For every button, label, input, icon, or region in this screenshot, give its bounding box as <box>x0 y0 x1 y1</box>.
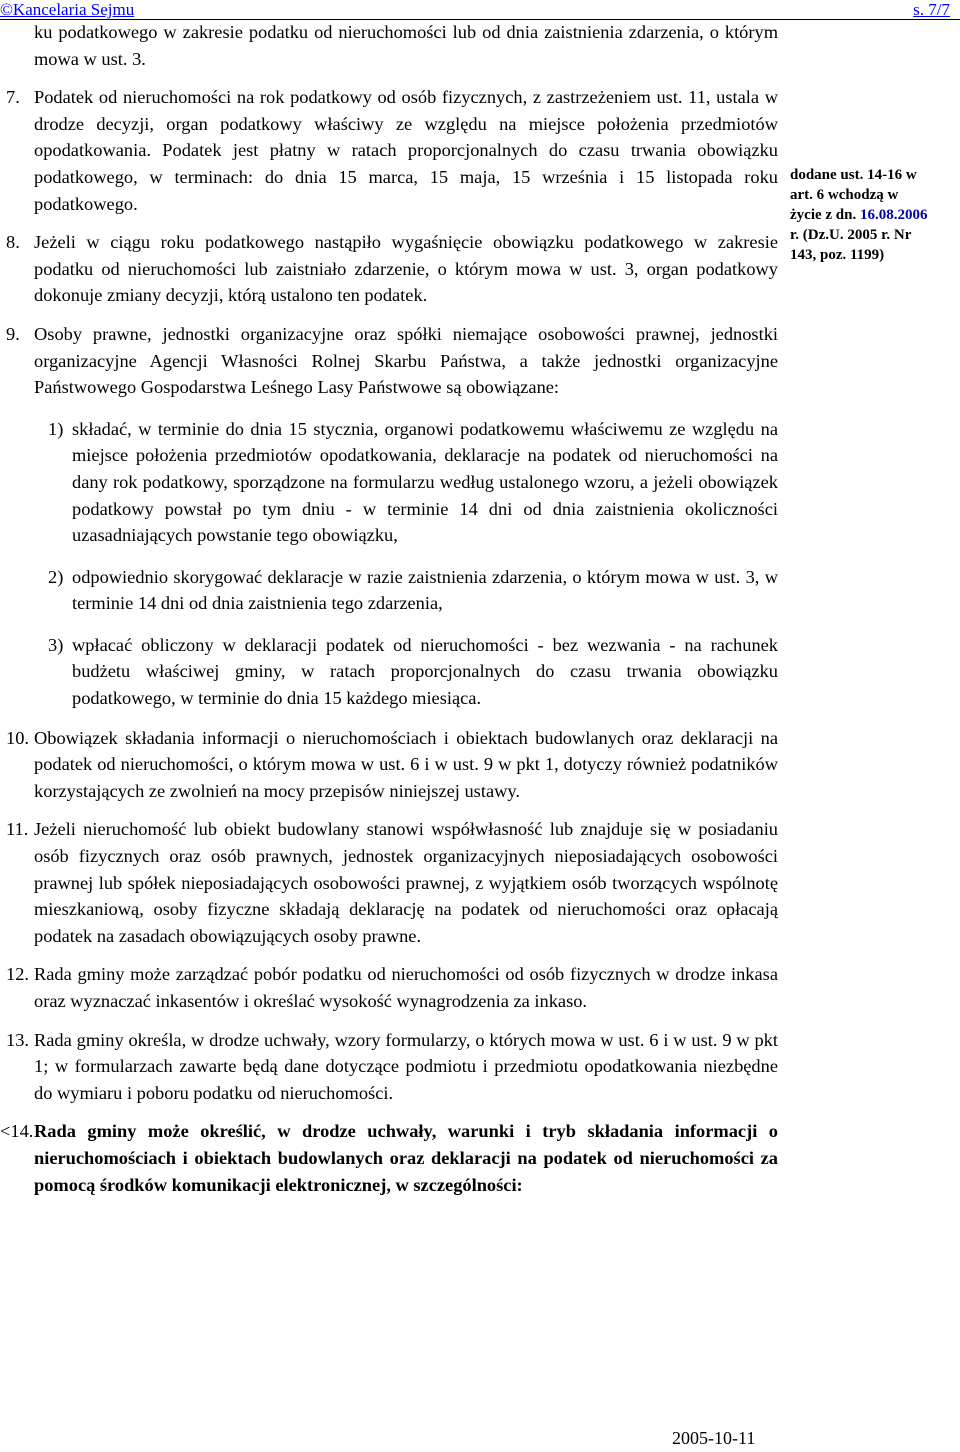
paragraph-8 <box>6 229 778 309</box>
document-body <box>0 19 778 1198</box>
list-item-label: 3) <box>48 634 64 655</box>
paragraph-number: 12. <box>6 964 29 985</box>
paragraph-12 <box>6 961 778 1014</box>
list-item <box>34 632 778 712</box>
paragraph-number: 13. <box>6 1029 29 1050</box>
paragraph-9 <box>6 321 778 401</box>
paragraph-11 <box>6 816 778 949</box>
paragraph-text: Jeżeli nieruchomość lub obiekt budowlany stanowi współwłasność lub znajduje się w posiadaniu osób fizycznych oraz osób prawnych, jednostek organizacyjnych nieposiadających osobowości prawnej lub spółek nieposiadających osobowości prawnej, z wyjątkiem osób tworzących wspólnotę mieszkaniową, osoby fizyczne składają deklarację na podatek od nieruchomości oraz opłacają podatek na zasadach obowiązujących osoby prawne. <box>34 819 778 946</box>
margin-note <box>790 165 960 265</box>
list-item <box>34 564 778 617</box>
paragraph-intro: ku podatkowego w zakresie podatku od nieruchomości lub od dnia zaistnienia zdarzenia, o którym mowa w ust. 3. <box>34 22 778 69</box>
paragraph-number: 7. <box>6 87 20 108</box>
paragraph-text: Obowiązek składania informacji o nieruchomościach i obiektach budowlanych oraz deklaracji na podatek od nieruchomości, o którym mowa w ust. 6 i w ust. 9 w pkt 1, dotyczy również podatników korzystających ze zwolnień na mocy przepisów niniejszej ustawy. <box>34 727 778 801</box>
paragraph-14 <box>0 1118 778 1198</box>
paragraph-number: <14. <box>0 1121 34 1142</box>
paragraph-text: Rada gminy może zarządzać pobór podatku od nieruchomości od osób fizycznych w drodze inkasa oraz wyznaczać inkasentów i określać wysokość wynagrodzenia za inkaso. <box>34 964 778 1011</box>
margin-note-line: 143, poz. 1199) <box>790 247 885 263</box>
page-number-link[interactable]: s. 7/7 <box>913 0 950 19</box>
paragraph-7 <box>6 84 778 217</box>
paragraph-text: Podatek od nieruchomości na rok podatkowy od osób fizycznych, z zastrzeżeniem ust. 11, ustala w drodze decyzji, organ podatkowy właściwy ze względu na miejsce położenia przedmiotów opodatkowania. Podatek jest płatny w ratach proporcjonalnych do czasu trwania obowiązku podatkowego, w terminach: do dnia 15 marca, 15 maja, 15 września i 15 listopada roku podatkowego. <box>34 87 778 214</box>
paragraph-number: 9. <box>6 323 20 344</box>
paragraph-10 <box>6 725 778 805</box>
paragraph-text: Rada gminy może określić, w drodze uchwały, warunki i tryb składania informacji o nieruchomościach i obiektach budowlanych oraz deklaracji na podatek od nieruchomości za pomocą środków komunikacji elektronicznej, w szczególności: <box>34 1121 778 1195</box>
paragraph-text: Jeżeli w ciągu roku podatkowego nastąpiło wygaśnięcie obowiązku podatkowego w zakresie podatku od nieruchomości lub zaistniało zdarzenie, o którym mowa w ust. 3, organ podatkowy dokonuje zmiany decyzji, którą ustalono ten podatek. <box>34 232 778 306</box>
obligations-list <box>34 416 778 712</box>
list-item <box>34 416 778 549</box>
margin-note-line <box>790 205 960 225</box>
list-item-label: 1) <box>48 418 64 439</box>
list-item-text: wpłacać obliczony w deklaracji podatek od nieruchomości - bez wezwania - na rachunek budżetu właściwej gminy, w ratach proporcjonalnych do czasu trwania obowiązku podatkowego, w terminie do dnia 15 każdego miesiąca. <box>72 634 778 709</box>
effective-date-highlight: 16.08.2006 <box>859 207 928 223</box>
list-item-text: składać, w terminie do dnia 15 stycznia, organowi podatkowemu właściwemu ze względu na miejsce położenia przedmiotów opodatkowania, deklaracje na podatek od nieruchomości na dany rok podatkowy, sporządzone na formularzu według ustalonego wzoru, a jeżeli obowiązek podatkowy powstał po tym dniu - w terminie 14 dni od dnia zaistnienia okoliczności uzasadniających powstanie tego obowiązku, <box>72 418 778 546</box>
kancelaria-sejmu-link[interactable]: ©Kancelaria Sejmu <box>0 0 135 19</box>
paragraph-number: 8. <box>6 232 20 253</box>
margin-note-text: życie z dn. <box>790 207 857 223</box>
margin-note-line: dodane ust. 14-16 w <box>790 167 917 183</box>
paragraph-13 <box>6 1027 778 1107</box>
margin-note-line: art. 6 wchodzą w <box>790 187 899 203</box>
paragraph-text: Rada gminy określa, w drodze uchwały, wzory formularzy, o których mowa w ust. 6 i w ust. 9 w pkt 1; w formularzach zawarte będą dane dotyczące podmiotu i przedmiotu opodatkowania niezbędne do wymiaru i poboru podatku od nieruchomości. <box>34 1029 778 1103</box>
margin-note-line: r. (Dz.U. 2005 r. Nr <box>790 227 912 243</box>
list-item-label: 2) <box>48 566 64 587</box>
list-item-text: odpowiednio skorygować deklaracje w razie zaistnienia zdarzenia, o którym mowa w ust. 3, w terminie 14 dni od dnia zaistnienia tego zdarzenia, <box>72 566 778 614</box>
footer-date: 2005-10-11 <box>672 1428 756 1448</box>
paragraph-text: Osoby prawne, jednostki organizacyjne oraz spółki niemające osobowości prawnej, jednostki organizacyjne Agencji Własności Rolnej Skarbu Państwa, a także jednostki organizacyjne Państwowego Gospodarstwa Leśnego Lasy Państwowe są obowiązane: <box>34 323 778 398</box>
paragraph-number: 10. <box>6 727 29 748</box>
paragraph-number: 11. <box>6 819 29 840</box>
